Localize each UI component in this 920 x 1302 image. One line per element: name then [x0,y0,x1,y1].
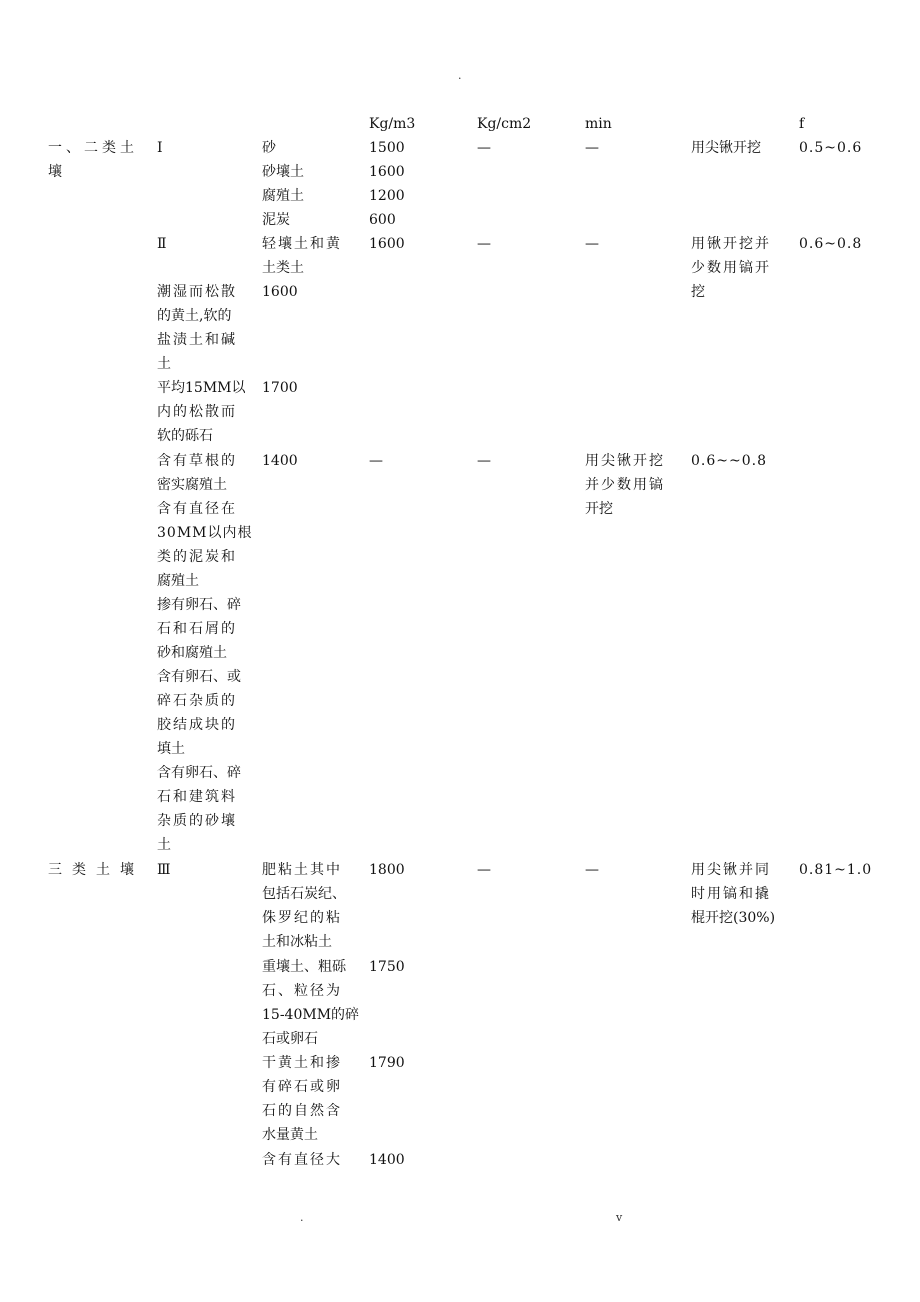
excavation-method: 棍开挖(30%) [691,910,776,926]
soil-name: 泥炭 [262,212,290,228]
coefficient-value: 0.6~0.8 [799,236,863,252]
density-value: 1600 [262,284,298,300]
header-coef-unit: f [799,116,805,132]
excavation-method: 用尖锹开挖 [585,453,665,469]
soil-name: 砂壤土 [262,164,304,180]
soil-name: 腐殖土 [157,573,199,589]
group-3-number: Ⅲ [157,862,171,878]
soil-name: 肥粘土其中 [262,862,342,878]
excavation-method: 时用镐和撬 [691,886,771,902]
soil-name: 有碎石或卵 [262,1079,342,1095]
soil-name: 含有卵石、碎 [157,765,241,781]
density-value: 1700 [262,380,298,396]
coefficient-value: 0.81~1.0 [799,862,873,878]
coefficient-value: 0.6~~0.8 [691,453,767,469]
soil-name: 胶结成块的 [157,717,237,733]
time-value: — [585,862,599,878]
soil-name: 含有草根的 [157,453,237,469]
soil-name: 侏罗纪的粘 [262,910,342,926]
soil-name: 碎石杂质的 [157,693,237,709]
density-value: 1400 [262,453,298,469]
soil-name: 杂质的砂壤 [157,813,237,829]
soil-name: 30MM以内根 [157,525,253,541]
coefficient-value: 0.5~0.6 [799,140,863,156]
strength-value: — [477,862,491,878]
excavation-method: 开挖 [585,501,613,517]
group-2-number: Ⅱ [157,236,167,252]
header-density-unit: Kg/m3 [369,116,416,132]
strength-value: — [477,140,491,156]
soil-name: 含有卵石、或 [157,669,241,685]
time-value: — [477,453,491,469]
soil-name: 平均15MM以 [157,380,246,396]
excavation-method: 挖 [691,284,705,300]
soil-name: 类的泥炭和 [157,549,237,565]
soil-name: 水量黄土 [262,1127,318,1143]
soil-name: 砂和腐殖土 [157,645,227,661]
class-12-name: 一、二类土 [48,140,138,156]
soil-name: 重壤土、粗砾 [262,959,346,975]
class-3-name: 三类土壤 [48,862,144,878]
top-mark: . [458,69,462,82]
soil-name: 软的砾石 [157,428,213,444]
soil-name: 砂 [262,140,276,156]
soil-name: 石的自然含 [262,1103,342,1119]
density-value: 1600 [369,236,405,252]
soil-name: 包括石炭纪、 [262,886,346,902]
class-12-name-cont: 壤 [48,164,62,180]
soil-name: 土类土 [262,260,304,276]
soil-name: 内的松散而 [157,404,237,420]
header-strength-unit: Kg/cm2 [477,116,532,132]
density-value: 1200 [369,188,405,204]
density-value: 1790 [369,1055,405,1071]
soil-name: 轻壤土和黄 [262,236,342,252]
soil-name: 掺有卵石、碎 [157,597,241,613]
strength-value: — [369,453,383,469]
soil-name: 石或卵石 [262,1031,318,1047]
bottom-right-mark: v [616,1211,623,1224]
soil-name: 石、粒径为 [262,983,342,999]
density-value: 1600 [369,164,405,180]
soil-name: 土和冰粘土 [262,934,332,950]
bottom-left-mark: . [300,1211,304,1224]
density-value: 1750 [369,959,405,975]
soil-name: 石和石屑的 [157,621,237,637]
strength-value: — [477,236,491,252]
density-value: 600 [369,212,396,228]
density-value: 1400 [369,1152,405,1168]
soil-name: 盐渍土和碱 [157,332,237,348]
excavation-method: 用锹开挖并 [691,236,771,252]
excavation-method: 少数用镐开 [691,260,771,276]
soil-name: 密实腐殖土 [157,477,227,493]
time-value: — [585,140,599,156]
soil-name: 15-40MM的碎 [262,1007,360,1023]
soil-name: 含有直径大 [262,1152,342,1168]
density-value: 1500 [369,140,405,156]
soil-name: 干黄土和掺 [262,1055,342,1071]
time-value: — [585,236,599,252]
soil-name: 填土 [157,741,185,757]
soil-name: 腐殖土 [262,188,304,204]
soil-name: 潮湿而松散 [157,284,237,300]
soil-name: 土 [157,837,171,853]
excavation-method: 用尖锹开挖 [691,140,761,156]
soil-name: 的黄土,软的 [157,308,232,324]
excavation-method: 并少数用镐 [585,477,665,493]
soil-name: 含有直径在 [157,501,237,517]
excavation-method: 用尖锹并同 [691,862,771,878]
soil-name: 土 [157,356,171,372]
group-1-number: Ⅰ [157,140,163,156]
density-value: 1800 [369,862,405,878]
soil-name: 石和建筑料 [157,789,237,805]
header-time-unit: min [585,116,612,132]
